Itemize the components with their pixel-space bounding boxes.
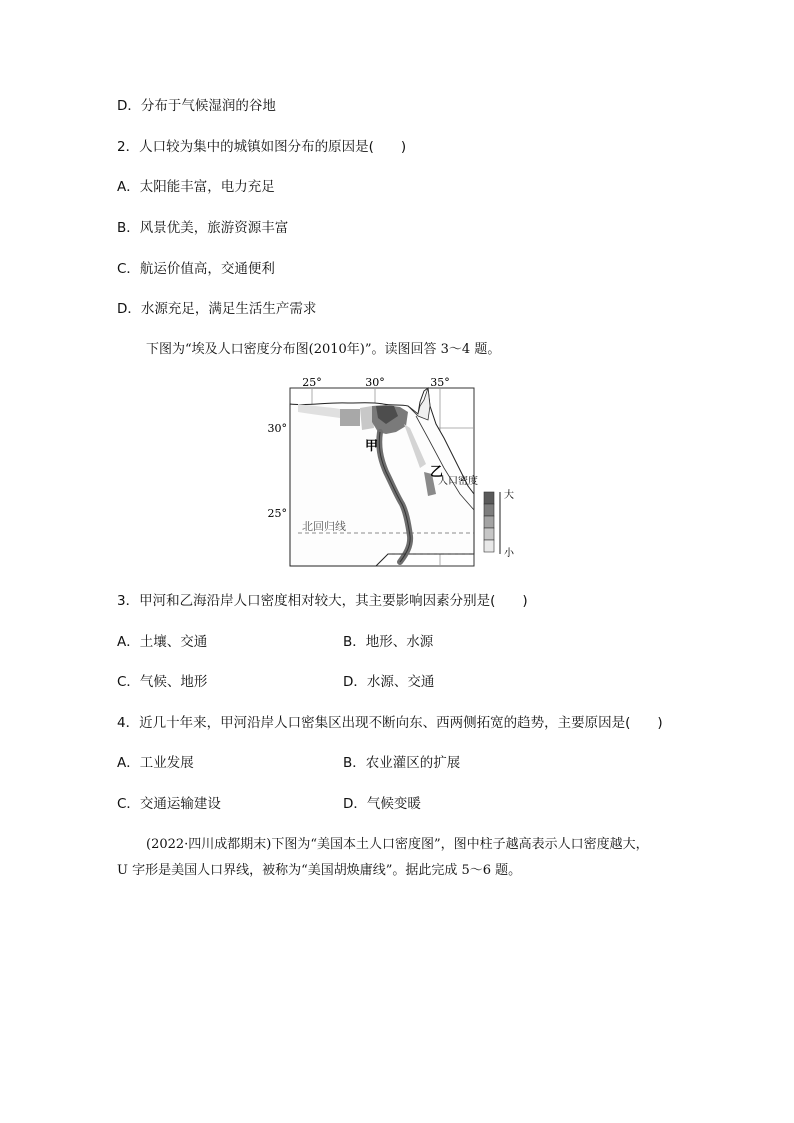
q4-stem: 4．近几十年来，甲河沿岸人口密集区出现不断向东、西两侧拓宽的趋势，主要原因是( ) [117, 715, 663, 731]
q2-option-b: B．风景优美，旅游资源丰富 [117, 220, 289, 236]
lat-label-30: 30° [268, 422, 287, 435]
legend-high-label: 大 [504, 490, 514, 501]
legend-scale [484, 492, 494, 552]
usa-intro-line1: (2022·四川成都期末)下图为“美国本土人口密度图”，图中柱子越高表示人口密度越大， [146, 837, 649, 852]
legend-swatch-2 [484, 504, 494, 516]
q2-option-c: C．航运价值高，交通便利 [117, 261, 275, 277]
q4-option-c: C．交通运输建设 [117, 796, 221, 812]
map-intro: 下图为“埃及人口密度分布图(2010年)”。读图回答 3～4 题。 [146, 342, 501, 357]
tropic-label: 北回归线 [302, 520, 346, 533]
lon-label-35: 35° [430, 376, 450, 389]
label-jia: 甲 [365, 439, 379, 454]
lat-label-25: 25° [268, 507, 287, 520]
legend-title: 人口密度 [438, 476, 478, 487]
q4-option-d: D．气候变暖 [343, 796, 421, 812]
q3-option-a: A．土壤、交通 [117, 634, 208, 650]
legend-swatch-3 [484, 516, 494, 528]
q2-stem: 2．人口较为集中的城镇如图分布的原因是( ) [117, 139, 407, 155]
q2-option-d: D．水源充足，满足生活生产需求 [117, 301, 317, 317]
legend-swatch-4 [484, 528, 494, 540]
q4-option-a: A．工业发展 [117, 755, 194, 771]
usa-intro-line2: U 字形是美国人口界线，被称为“美国胡焕庸线”。据此完成 5～6 题。 [117, 863, 522, 878]
q4-option-b: B．农业灌区的扩展 [343, 755, 461, 771]
legend-swatch-5 [484, 540, 494, 552]
coastal-zone-mid2 [360, 406, 374, 430]
label-yi: 乙 [430, 465, 444, 480]
q3-option-b: B．地形、水源 [343, 634, 434, 650]
q3-option-d: D．水源、交通 [343, 674, 435, 690]
q3-option-c: C．气候、地形 [117, 674, 208, 690]
lon-label-30: 30° [365, 376, 385, 389]
legend-low-label: 小 [504, 548, 514, 559]
q2-option-a: A．太阳能丰富，电力充足 [117, 179, 275, 195]
lon-label-25: 25° [302, 376, 322, 389]
legend-swatch-1 [484, 492, 494, 504]
q1-option-d: D．分布于气候湿润的谷地 [117, 98, 276, 114]
coastal-zone-mid [340, 409, 360, 426]
egypt-population-density-map [268, 376, 538, 572]
q3-stem: 3．甲河和乙海沿岸人口密度相对较大，其主要影响因素分别是( ) [117, 593, 528, 609]
